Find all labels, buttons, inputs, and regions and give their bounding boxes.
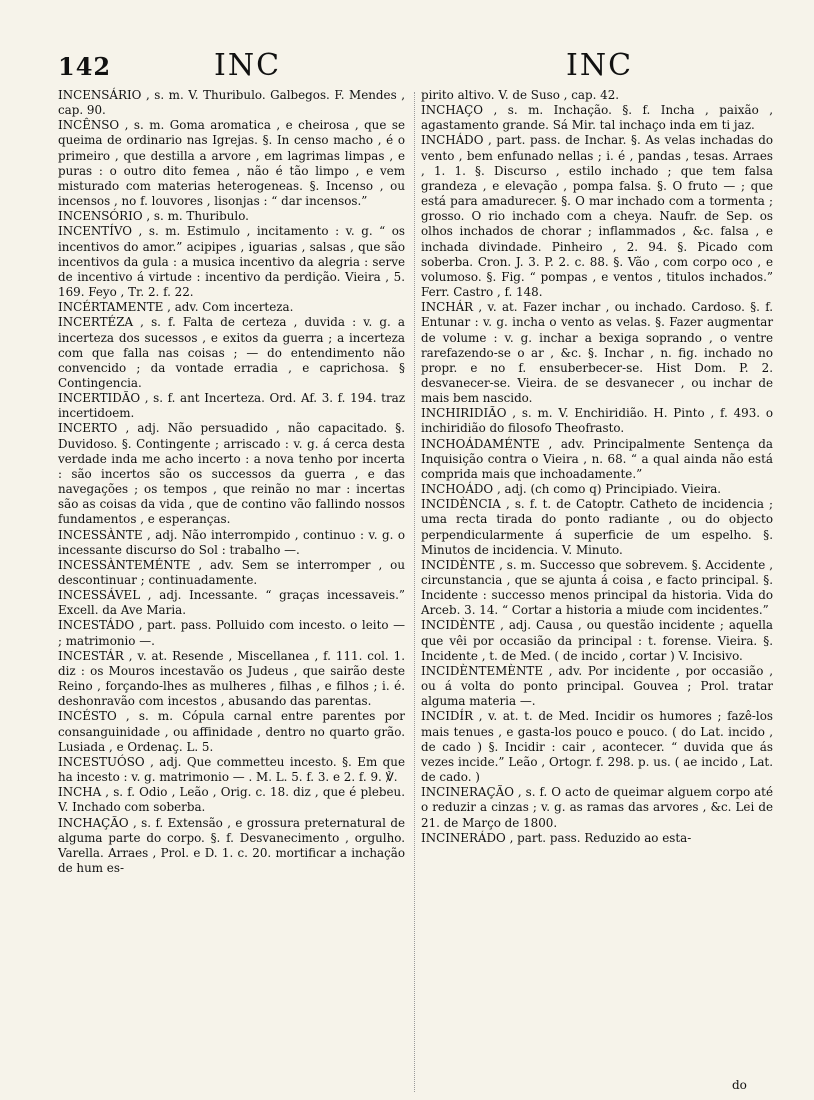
entry: INCÊNSO , s. m. Goma aromatica , e cheirosa , que se queima de ordinario nas Igrejas. §. In censo macho , é o primeiro , que destilla a arvore , em lagrimas limpas , e puras : o outro dito femea , não é tão limpo , e vem misturado com materias heterogeneas. §. Incenso , ou incensos , no f. louvores , lisonjas : “ dar incensos.” [58, 118, 405, 209]
entry: INCESTÁDO , part. pass. Polluido com incesto. o leito — ; matrimonio —. [58, 618, 405, 648]
entry: INCHOÁDAMÉNTE , adv. Principalmente Sentença da Inquisição contra o Vieira , n. 68. “ a qual ainda não está comprida mais que inchoadamente.” [421, 436, 773, 481]
entry: INCESSÀNTEMÉNTE , adv. Sem se interromper , ou descontinuar ; continuadamente. [58, 557, 405, 587]
entry: INCIDÈNTE , adj. Causa , ou questão incidente ; aquella que vêi por occasião da principal : t. forense. Vieira. §. Incidente , t. de Med. ( de incido , cortar ) V. Incisivo. [421, 618, 773, 663]
left-running-head: INC [214, 48, 282, 83]
catchword: do [732, 1078, 747, 1092]
entry: INCERTIDÃO , s. f. ant Incerteza. Ord. Af. 3. f. 194. traz incertidoem. [58, 391, 405, 421]
page-number: 142 [58, 52, 112, 81]
right-column [421, 88, 773, 846]
entry: INCINERAÇÃO , s. f. O acto de queimar alguem corpo até o reduzir a cinzas ; v. g. as ramas das arvores , &c. Lei de 21. de Março de 1800. [421, 785, 773, 830]
entry: INCIDÍR , v. at. t. de Med. Incidir os humores ; fazê-los mais tenues , e gasta-los pouco e pouco. ( do Lat. incido , de cado ) §. Incidir : cair , acontecer. “ duvida que ás vezes incide.” Leão , Ortogr. f. 298. p. us. ( ae incido , Lat. de cado. ) [421, 709, 773, 785]
entry: INCENSÁRIO , s. m. V. Thuribulo. Galbegos. F. Mendes , cap. 90. [58, 88, 405, 118]
entry: INCIDÈNTEMÈNTE , adv. Por incidente , por occasião , ou á volta do ponto principal. Gouvea ; Prol. tratar alguma materia —. [421, 663, 773, 709]
entry: INCHÁDO , part. pass. de Inchar. §. As velas inchadas do vento , bem enfunado nellas ; i. é , pandas , tesas. Arraes , 1. 1. §. Discurso , estilo inchado ; que tem falsa grandeza , e elevação , pompa falsa. §. O fruto — ; que está para amadurecer. §. O mar inchado com a tormenta ; grosso. O rio inchado com a cheya. Naufr. de Sep. os olhos inchados de chorar ; inflammados , &c. falsa , e inchada divindade. Pinheiro , 2. 94. §. Picado com soberba. Cron. J. 3. P. 2. c. 88. §. Vão , com corpo oco , e volumoso. §. Fig. “ pompas , e ventos , titulos inchados.” Ferr. Castro , f. 148. [421, 133, 773, 300]
right-running-head: INC [566, 48, 634, 83]
entry: INCIDÈNCIA , s. f. t. de Catoptr. Catheto de incidencia ; uma recta tirada do ponto radiante , ou do objecto perpendicularmente á superficie de um espelho. §. Minutos de incidencia. V. Minuto. [421, 497, 773, 557]
entry: INCHAÇÃO , s. f. Extensão , e grossura preternatural de alguma parte do corpo. §. f. Desvanecimento , orgulho. Varella. Arraes , Prol. e D. 1. c. 20. mortificar a inchação de hum es- [58, 815, 405, 875]
entry: INCESTUÓSO , adj. Que commetteu incesto. §. Em que ha incesto : v. g. matrimonio — . M. L. 5. f. 3. e 2. f. 9. ℣. [58, 754, 405, 785]
entry: INCIDÈNTE , s. m. Successo que sobrevem. §. Accidente , circunstancia , que se ajunta á coisa , e facto principal. §. Incidente : successo menos principal da historia. Vida do Arceb. 3. 14. “ Cortar a historia a miude com incidentes.” [421, 557, 773, 618]
entry: INCERTO , adj. Não persuadido , não capacitado. §. Duvidoso. §. Contingente ; arriscado : v. g. á cerca desta verdade inda me acho incerto : a nova tenho por incerta : são incertos são os successos da guerra , e das navegações ; os tempos , que reinão no mar : incertas são as coisas da vida , que de contino vão fallindo nossos fundamentos , e esperanças. [58, 421, 405, 527]
entry: INCENSÓRIO , s. m. Thuribulo. [58, 209, 249, 224]
entry: INCERTÉZA , s. f. Falta de certeza , duvida : v. g. a incerteza dos sucessos , e exitos da guerra ; a incerteza com que falla nas coisas ; — do entendimento não convencido ; da vontade erradia , e caprichosa. § Contingencia. [58, 315, 405, 390]
entry-continuation: pirito altivo. V. de Suso , cap. 42. [421, 88, 620, 102]
entry: INCHÁR , v. at. Fazer inchar , ou inchado. Cardoso. §. f. Entunar : v. g. incha o vento as velas. §. Fazer augmentar de volume : v. g. inchar a bexiga soprando , o ventre rarefazendo-se o ar , &c. §. Inchar , n. fig. inchado no propr. e no f. ensuberbecer-se. Hist Dom. P. 2. desvanecer-se. Vieira. de se desvanecer , ou inchar de mais bem nascido. [421, 300, 773, 406]
entry: INCÉRTAMENTE , adv. Com incerteza. [58, 300, 294, 315]
left-column [58, 88, 405, 876]
entry: INCÉSTO , s. m. Cópula carnal entre parentes por consanguinidade , ou affinidade , dentro no quarto grão. Lusiada , e Ordenaç. L. 5. [58, 709, 405, 754]
column-divider [414, 92, 415, 1092]
entry: INCENTÍVO , s. m. Estimulo , incitamento : v. g. “ os incentivos do amor.” acipipes , iguarias , salsas , que são incentivos da gula : a musica incentivo da alegria : serve de incentivo á virtude : incentivo da perdição. Vieira , 5. 169. Feyo , Tr. 2. f. 22. [58, 224, 405, 300]
entry: INCINERÁDO , part. pass. Reduzido ao esta- [421, 830, 692, 845]
entry: INCESSÁVEL , adj. Incessante. “ graças incessaveis.” Excell. da Ave Maria. [58, 588, 405, 618]
entry: INCESSÀNTE , adj. Não interrompido , continuo : v. g. o incessante discurso do Sol : trabalho —. [58, 527, 405, 557]
entry: INCHA , s. f. Odio , Leão , Orig. c. 18. diz , que é plebeu. V. Inchado com soberba. [58, 785, 405, 815]
entry: INCESTÁR , v. at. Resende , Miscellanea , f. 111. col. 1. diz : os Mouros incestavão os Judeus , que sairão deste Reino , forçando-lhes as mulheres , filhas , e filhos ; i. é. deshonravão com incestos , abusando das parentas. [58, 648, 405, 709]
entry: INCHOÁDO , adj. (ch como q) Principiado. Vieira. [421, 482, 722, 497]
entry: INCHIRIDIÃO , s. m. V. Enchiridião. H. Pinto , f. 493. o inchiridião do filosofo Theofrasto. [421, 406, 773, 436]
entry: INCHAÇO , s. m. Inchação. §. f. Incha , paixão , agastamento grande. Sá Mir. tal inchaço inda em ti jaz. [421, 103, 773, 133]
